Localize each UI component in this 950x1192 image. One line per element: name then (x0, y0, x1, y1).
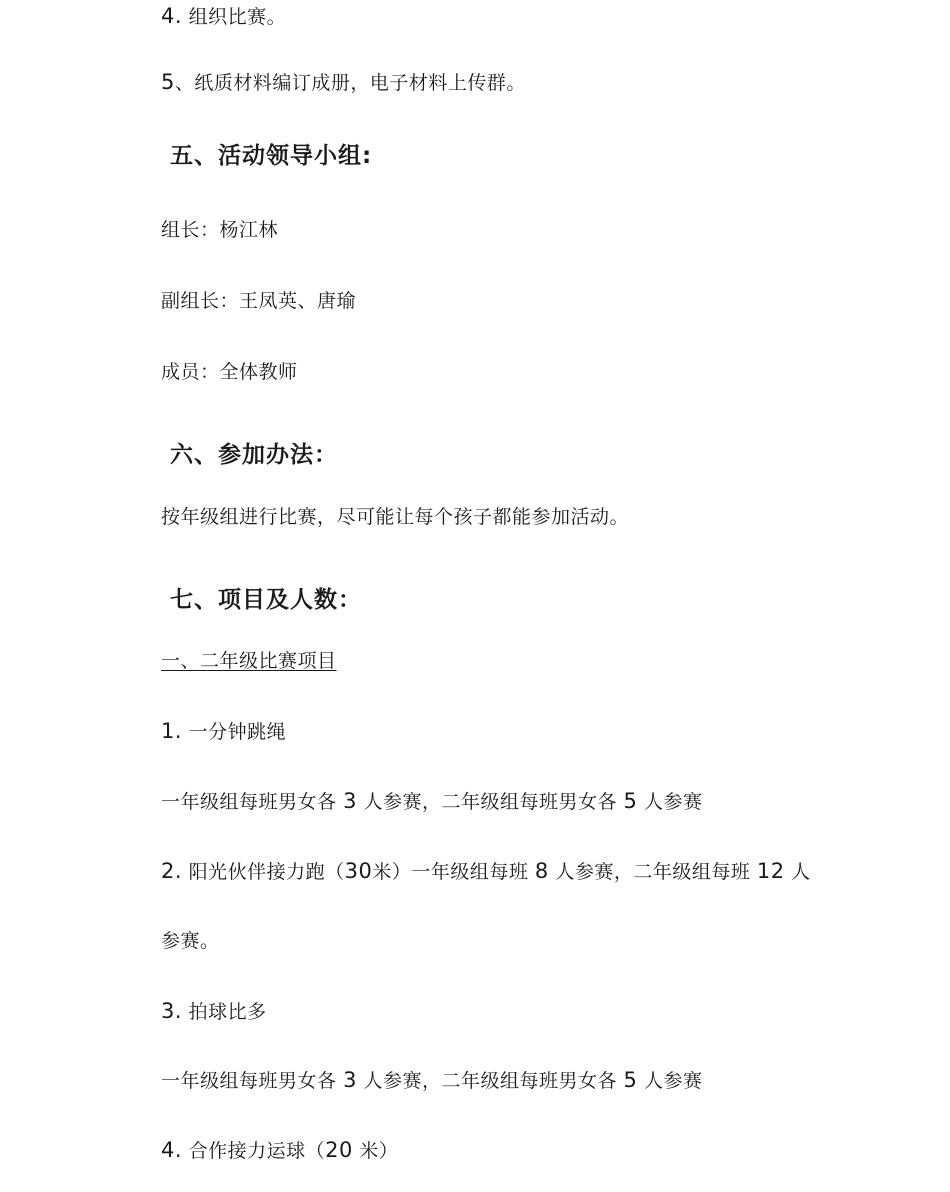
section-heading-6: 六、参加办法： (170, 442, 338, 468)
participation-text: 按年级组进行比赛，尽可能让每个孩子都能参加活动。 (161, 506, 630, 528)
detail-number: 3 (343, 1068, 357, 1092)
item-text: 一分钟跳绳 (188, 721, 287, 743)
detail-number: 8 (534, 859, 549, 883)
detail-number: 20 (325, 1138, 353, 1162)
event-item-2 (161, 857, 811, 886)
detail-number: 30 (344, 859, 373, 883)
detail-number: 12 (756, 859, 785, 883)
item-number: 2. (161, 859, 183, 883)
members-line: 成员：全体教师 (161, 361, 298, 383)
detail-text: 人参赛，二年级组每班 (555, 861, 751, 883)
section-heading-7: 七、项目及人数： (170, 587, 362, 613)
item-number: 3. (161, 999, 183, 1023)
detail-text: 人 (791, 861, 811, 883)
sub-heading: 一、二年级比赛项目 (161, 650, 337, 672)
event-item-4 (161, 1136, 398, 1165)
event-2-continuation: 参赛。 (161, 930, 220, 952)
detail-text: 阳光伙伴接力跑（ (188, 861, 345, 883)
detail-text: 合作接力运球（ (188, 1140, 326, 1162)
detail-number: 5 (623, 1068, 638, 1092)
list-item-5 (161, 68, 526, 97)
event-item-1 (161, 717, 286, 746)
detail-text: 米） (359, 1140, 399, 1162)
detail-text: 人参赛 (643, 791, 703, 813)
detail-text: 人参赛，二年级组每班男女各 (363, 791, 617, 813)
detail-text: 人参赛 (643, 1070, 703, 1092)
detail-number: 5 (623, 789, 638, 813)
item-text: 组织比赛。 (188, 6, 287, 28)
item-text: 拍球比多 (188, 1001, 267, 1023)
event-3-detail (161, 1066, 702, 1095)
item-number: 4. (161, 1138, 183, 1162)
item-number: 4. (161, 4, 183, 28)
item-text: 、纸质材料编订成册，电子材料上传群。 (174, 72, 526, 94)
vice-leader-line: 副组长：王凤英、唐瑜 (161, 290, 357, 312)
list-item-4 (161, 2, 286, 31)
event-1-detail (161, 787, 702, 816)
section-heading-5: 五、活动领导小组: (170, 143, 373, 169)
detail-text: 人参赛，二年级组每班男女各 (363, 1070, 617, 1092)
detail-text: 一年级组每班男女各 (161, 1070, 337, 1092)
detail-text: 一年级组每班男女各 (161, 791, 337, 813)
event-item-3 (161, 997, 267, 1026)
detail-text: 米）一年级组每班 (372, 861, 529, 883)
item-number: 5 (161, 70, 175, 94)
item-number: 1. (161, 719, 183, 743)
leader-line: 组长：杨江林 (161, 219, 279, 241)
detail-number: 3 (343, 789, 357, 813)
